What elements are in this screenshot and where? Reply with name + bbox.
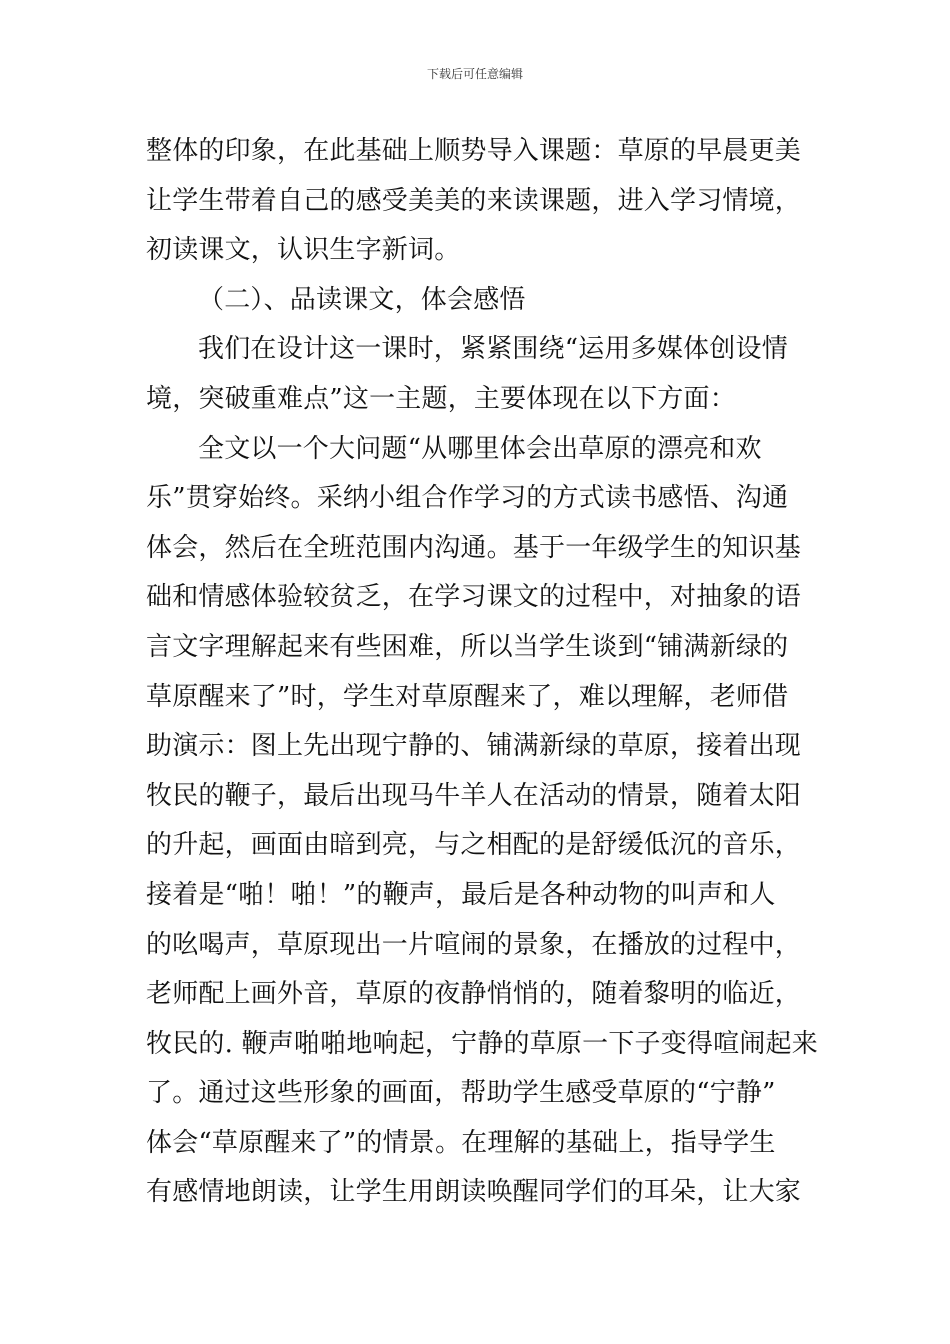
text-line: 全文以一个大问题“从哪里体会出草原的漂亮和欢 bbox=[198, 433, 762, 464]
text-line: 有感情地朗读，让学生用朗读唤醒同学们的耳朵，让大家 bbox=[146, 1177, 802, 1208]
text-line: 了。通过这些形象的画面，帮助学生感受草原的“宁静” bbox=[146, 1078, 776, 1109]
text-line: 牧民的. 鞭声啪啪地响起，宁静的草原一下子变得喧闹起来 bbox=[146, 1028, 818, 1059]
text-line: 接着是“啪！啪！”的鞭声，最后是各种动物的叫声和人 bbox=[146, 879, 776, 910]
text-line: 乐”贯穿始终。采纳小组合作学习的方式读书感悟、沟通 bbox=[146, 483, 789, 514]
text-line: 老师配上画外音，草原的夜静悄悄的，随着黎明的临近， bbox=[146, 979, 802, 1010]
text-line: 整体的印象，在此基础上顺势导入课题：草原的早晨更美 bbox=[146, 136, 802, 166]
text-line: 的吆喝声，草原现出一片喧闹的景象，在播放的过程中， bbox=[146, 929, 802, 960]
section-heading: （二）、品读课文，体会感悟 bbox=[198, 284, 526, 315]
text-line: 牧民的鞭子，最后出现马牛羊人在活动的情景，随着太阳 bbox=[146, 780, 802, 811]
text-line: 的升起，画面由暗到亮，与之相配的是舒缓低沉的音乐， bbox=[146, 830, 802, 861]
text-line: 初读课文，认识生字新词。 bbox=[146, 235, 461, 266]
text-line: 体会“草原醒来了”的情景。在理解的基础上，指导学生 bbox=[146, 1127, 776, 1158]
text-line: 体会，然后在全班范围内沟通。基于一年级学生的知识基 bbox=[146, 532, 802, 563]
text-line: 我们在设计这一课时，紧紧围绕“运用多媒体创设情 bbox=[198, 334, 788, 365]
text-line: 草原醒来了”时，学生对草原醒来了，难以理解，老师借 bbox=[146, 681, 789, 712]
text-line: 境，突破重难点”这一主题，主要体现在以下方面： bbox=[146, 383, 736, 414]
text-line: 言文字理解起来有些困难，所以当学生谈到“铺满新绿的 bbox=[146, 631, 789, 662]
text-line: 础和情感体验较贫乏，在学习课文的过程中，对抽象的语 bbox=[146, 582, 802, 613]
text-line: 助演示：图上先出现宁静的、铺满新绿的草原，接着出现 bbox=[146, 731, 802, 762]
page-header: 下载后可任意编辑 bbox=[426, 67, 523, 81]
text-line: 让学生带着自己的感受美美的来读课题，进入学习情境， bbox=[146, 185, 802, 216]
document-body bbox=[146, 127, 818, 1218]
